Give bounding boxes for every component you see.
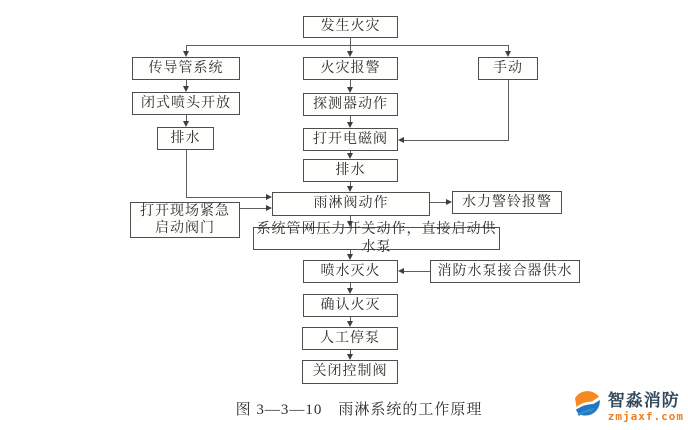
node-detector-action: 探测器动作 xyxy=(303,93,398,116)
node-pump-adapter-supply: 消防水泵接合器供水 xyxy=(430,260,580,283)
node-transmission-pipe-system: 传导管系统 xyxy=(132,57,240,80)
connector-line xyxy=(403,271,430,272)
node-manual: 手动 xyxy=(478,57,538,80)
node-fire-alarm: 火灾报警 xyxy=(303,57,398,80)
logo-brand-name: 智淼消防 xyxy=(607,390,680,410)
connector-line xyxy=(430,202,447,203)
node-spray-extinguish: 喷水灭火 xyxy=(303,260,398,283)
connector-line xyxy=(186,197,267,198)
arrowhead xyxy=(266,194,272,200)
zhimiao-logo-icon xyxy=(571,388,603,425)
connector-line xyxy=(508,80,509,140)
node-drain-left: 排水 xyxy=(157,127,214,150)
arrowhead xyxy=(347,122,353,128)
arrowhead xyxy=(347,254,353,260)
arrowhead xyxy=(266,205,272,211)
node-confirm-fire-out: 确认火灭 xyxy=(303,294,398,317)
node-hydraulic-alarm-bell: 水力警铃报警 xyxy=(452,191,562,214)
arrowhead xyxy=(347,153,353,159)
arrowhead xyxy=(347,51,353,57)
figure-caption: 图 3—3—10 雨淋系统的工作原理 xyxy=(235,402,483,418)
node-open-emergency-valve: 打开现场紧急启动阀门 xyxy=(130,202,240,238)
logo-domain: zmjaxf.com xyxy=(607,409,684,423)
node-drain-mid: 排水 xyxy=(303,159,398,182)
arrowhead xyxy=(347,221,353,227)
zhimiao-fire-logo[interactable] xyxy=(571,388,684,425)
arrowhead xyxy=(347,186,353,192)
node-closed-sprinkler-open: 闭式喷头开放 xyxy=(132,92,240,115)
arrowhead xyxy=(347,321,353,327)
node-pressure-switch-start-pump: 系统管网压力开关动作，直接启动供水泵 xyxy=(253,227,500,250)
connector-line xyxy=(240,208,267,209)
node-manual-stop-pump: 人工停泵 xyxy=(302,327,398,350)
node-deluge-valve-action: 雨淋阀动作 xyxy=(272,192,430,216)
arrowhead xyxy=(446,199,452,205)
arrowhead xyxy=(347,288,353,294)
connector-line xyxy=(186,45,509,46)
node-fire-occurs: 发生火灾 xyxy=(303,16,398,38)
arrowhead xyxy=(398,268,404,274)
connector-line xyxy=(403,140,509,141)
arrowhead xyxy=(398,137,404,143)
node-open-solenoid-valve: 打开电磁阀 xyxy=(303,128,398,151)
arrowhead xyxy=(183,121,189,127)
connector-line xyxy=(186,150,187,197)
arrowhead xyxy=(183,86,189,92)
arrowhead xyxy=(183,51,189,57)
arrowhead xyxy=(505,51,511,57)
node-close-control-valve: 关闭控制阀 xyxy=(302,360,398,384)
arrowhead xyxy=(347,354,353,360)
arrowhead xyxy=(347,87,353,93)
